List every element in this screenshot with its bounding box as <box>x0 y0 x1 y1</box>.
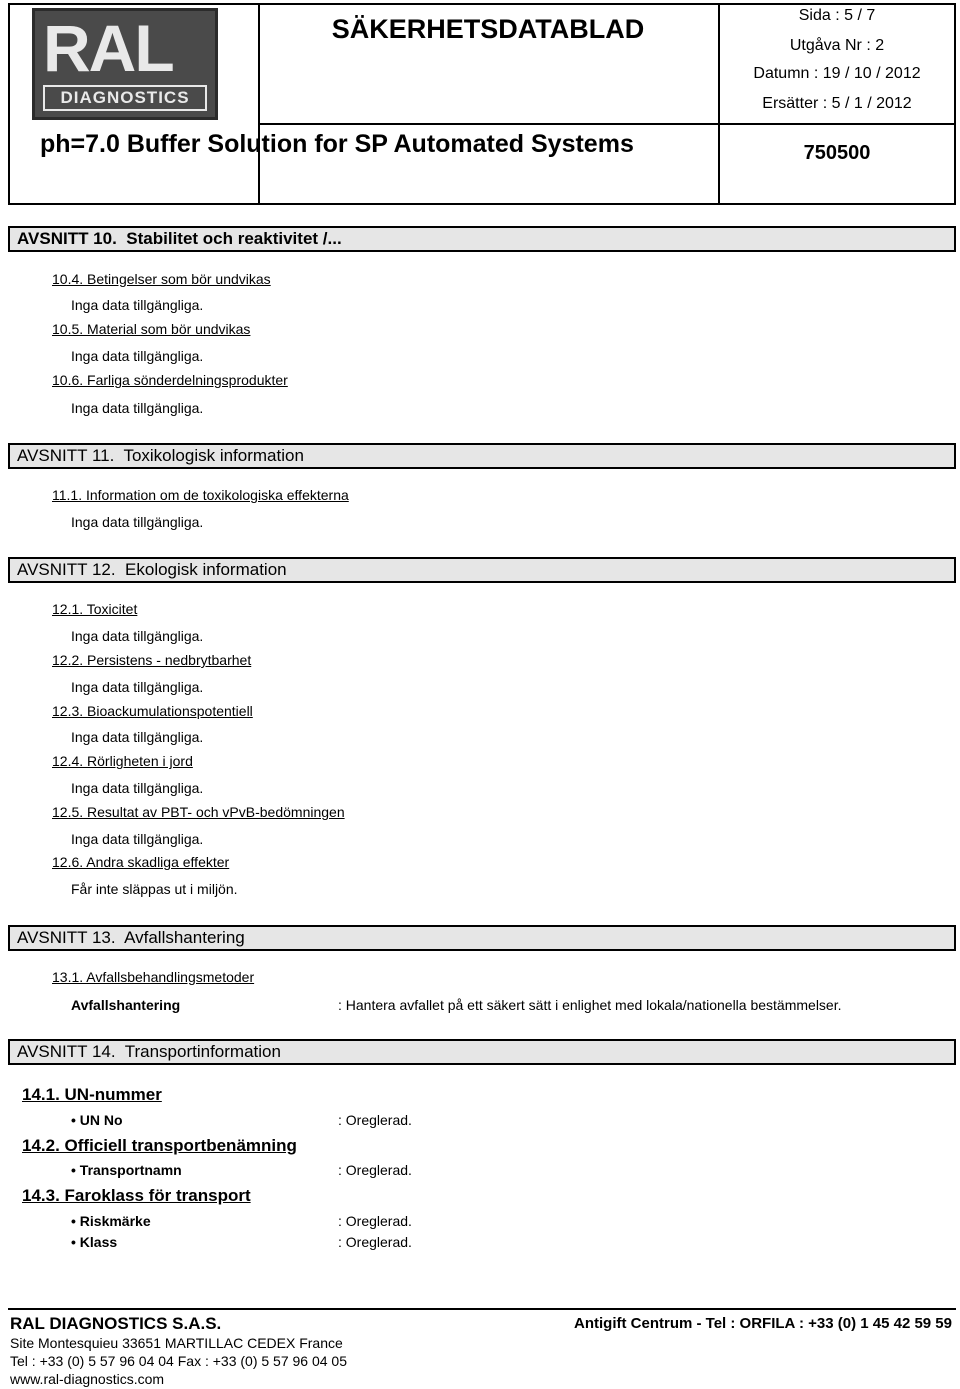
replaces: Ersätter : 5 / 1 / 2012 <box>762 95 912 112</box>
field-label: • Riskmärke <box>71 1213 151 1229</box>
document-title: SÄKERHETSDATABLAD <box>331 14 645 44</box>
subsection-text: Inga data tillgängliga. <box>71 628 204 644</box>
footer-phone: Tel : +33 (0) 5 57 96 04 04 Fax : +33 (0) 5 57 96 04 05 <box>10 1353 348 1369</box>
subsection-heading: 14.3. Faroklass för transport <box>22 1186 251 1205</box>
subsection-heading: 10.4. Betingelser som bör undvikas <box>52 271 271 287</box>
section-title: Stabilitet och reaktivitet /... <box>126 229 342 248</box>
field-value: : Hantera avfallet på ett säkert sätt i enlighet med lokala/nationella bestämmelser. <box>338 997 842 1013</box>
subsection-text: Inga data tillgängliga. <box>71 348 204 364</box>
section-title: Avfallshantering <box>124 928 245 947</box>
subsection-heading: 14.1. UN-nummer <box>22 1085 162 1104</box>
field-value: : Oreglerad. <box>338 1213 412 1229</box>
subsection-heading: 12.1. Toxicitet <box>52 601 138 617</box>
subsection-text: Inga data tillgängliga. <box>71 831 204 847</box>
subsection-heading: 12.5. Resultat av PBT- och vPvB-bedömningen <box>52 804 345 820</box>
field-label: Avfallshantering <box>71 997 181 1013</box>
subsection-text: Inga data tillgängliga. <box>71 780 204 796</box>
section-title: Toxikologisk information <box>123 446 304 465</box>
subsection-text: Får inte släppas ut i miljön. <box>71 881 238 897</box>
company-logo <box>32 8 218 120</box>
section-12-bar <box>8 557 956 583</box>
section-11-bar <box>8 443 956 469</box>
field-value: : Oreglerad. <box>338 1162 412 1178</box>
subsection-heading: 12.4. Rörligheten i jord <box>52 753 193 769</box>
subsection-text: Inga data tillgängliga. <box>71 729 204 745</box>
section-number: AVSNITT 11. <box>17 446 115 465</box>
subsection-text: Inga data tillgängliga. <box>71 679 204 695</box>
logo-text: RAL <box>43 11 173 85</box>
subsection-text: Inga data tillgängliga. <box>71 400 204 416</box>
section-title: Transportinformation <box>124 1042 281 1061</box>
subsection-text: Inga data tillgängliga. <box>71 514 204 530</box>
section-10-bar <box>8 226 956 252</box>
subsection-heading: 10.5. Material som bör undvikas <box>52 321 251 337</box>
footer-divider <box>8 1308 956 1310</box>
footer-company: RAL DIAGNOSTICS S.A.S. <box>10 1314 222 1333</box>
field-value: : Oreglerad. <box>338 1112 412 1128</box>
subsection-heading: 12.2. Persistens - nedbrytbarhet <box>52 652 252 668</box>
subsection-heading: 13.1. Avfallsbehandlingsmetoder <box>52 969 255 985</box>
product-code: 750500 <box>803 142 871 164</box>
field-label: • Klass <box>71 1234 118 1250</box>
header-divider <box>260 123 954 125</box>
subsection-heading: 12.6. Andra skadliga effekter <box>52 854 230 870</box>
section-number: AVSNITT 12. <box>17 560 116 579</box>
section-number: AVSNITT 13. <box>17 928 116 947</box>
section-title: Ekologisk information <box>125 560 287 579</box>
footer-address: Site Montesquieu 33651 MARTILLAC CEDEX France <box>10 1335 343 1351</box>
field-value: : Oreglerad. <box>338 1234 412 1250</box>
section-number: AVSNITT 14. <box>17 1042 116 1061</box>
field-label: • UN No <box>71 1112 123 1128</box>
subsection-heading: 11.1. Information om de toxikologiska effekterna <box>52 487 349 503</box>
logo-subtext: DIAGNOSTICS <box>43 85 207 111</box>
section-13-bar <box>8 925 956 951</box>
subsection-heading: 14.2. Officiell transportbenämning <box>22 1136 297 1155</box>
field-label: • Transportnamn <box>71 1162 182 1178</box>
footer-poison-center: Antigift Centrum - Tel : ORFILA : +33 (0) 1 45 42 59 59 <box>574 1315 952 1332</box>
footer-website[interactable]: www.ral-diagnostics.com <box>10 1371 165 1387</box>
version: Utgåva Nr : 2 <box>789 37 885 54</box>
subsection-heading: 12.3. Bioackumulationspotentiell <box>52 703 253 719</box>
subsection-text: Inga data tillgängliga. <box>71 297 204 313</box>
subsection-heading: 10.6. Farliga sönderdelningsprodukter <box>52 372 288 388</box>
date: Datumn : 19 / 10 / 2012 <box>753 65 921 82</box>
section-number: AVSNITT 10. <box>17 229 117 248</box>
page-number: Sida : 5 / 7 <box>798 7 876 24</box>
product-name: ph=7.0 Buffer Solution for SP Automated Systems <box>40 130 634 158</box>
section-14-bar <box>8 1039 956 1065</box>
